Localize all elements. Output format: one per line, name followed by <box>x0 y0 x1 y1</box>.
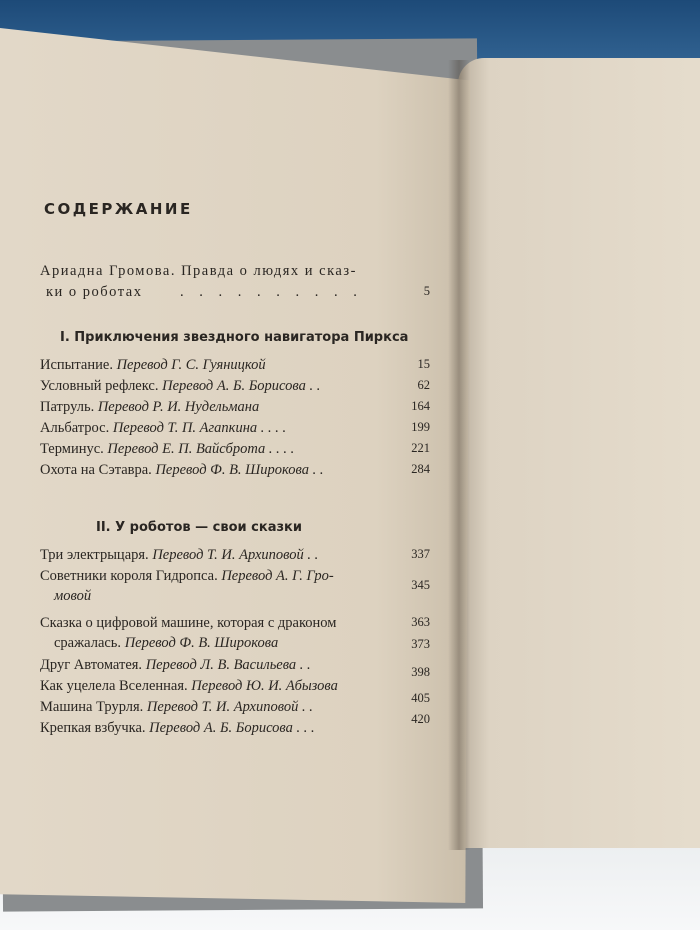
toc-entry: Сказка о цифровой машине, которая с драконом 363 <box>40 615 430 631</box>
toc-entry: Машина Трурля. Перевод Т. И. Архиповой . . 405 <box>40 691 430 715</box>
toc-entry: Терминус. Перевод Е. П. Вайсброта . . . . 221 <box>40 441 430 457</box>
toc-entry: Советники короля Гидропса. Перевод А. Г. Гро- <box>40 568 334 584</box>
toc-entry: Как уцелела Вселенная. Перевод Ю. И. Абызова <box>40 678 338 694</box>
toc-entry-cont: мовой 345 <box>54 578 430 604</box>
right-page <box>458 58 700 848</box>
page-title: СОДЕРЖАНИЕ <box>44 200 193 218</box>
section-title-2: II. У роботов — свои сказки <box>96 520 302 535</box>
section-title-1: I. Приключения звездного навигатора Пиркса <box>60 330 409 345</box>
toc-entry: Патруль. Перевод Р. И. Нудельмана 164 <box>40 399 430 415</box>
toc-entry: Условный рефлекс. Перевод А. Б. Борисова . . 62 <box>40 378 430 394</box>
book-gutter <box>448 60 470 850</box>
toc-entry: Три электрыцаря. Перевод Т. И. Архиповой . . 337 <box>40 547 430 563</box>
toc-entry-cont: сражалась. Перевод Ф. В. Широкова 373 <box>54 635 430 651</box>
toc-entry: Охота на Сэтавра. Перевод Ф. В. Широкова . . 284 <box>40 462 430 478</box>
toc-entry: Друг Автоматея. Перевод Л. В. Васильева . . 398 <box>40 657 430 679</box>
toc-intro-line2: ки о роботах . . . . . . . . . . 5 <box>46 284 430 300</box>
toc-entry: Крепкая взбучка. Перевод А. Б. Борисова . . . 420 <box>40 712 430 736</box>
toc-intro-line1: Ариадна Громова. Правда о людях и сказ- <box>40 263 357 279</box>
toc-entry: Испытание. Перевод Г. С. Гуяницкой 15 <box>40 357 430 373</box>
toc-entry: Альбатрос. Перевод Т. П. Агапкина . . . . 199 <box>40 420 430 436</box>
